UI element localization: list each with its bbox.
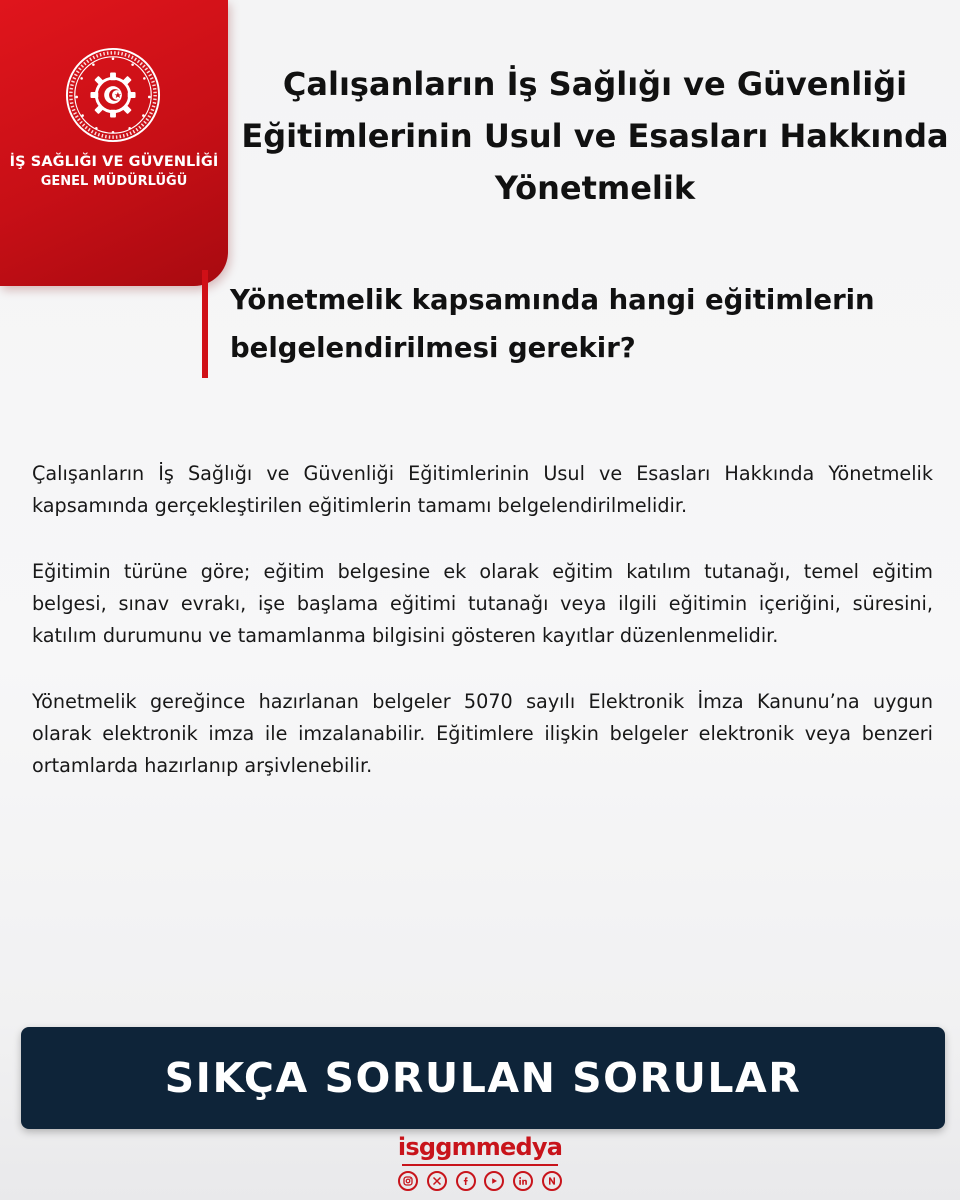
facebook-icon[interactable] (456, 1171, 476, 1191)
question-block (202, 270, 942, 378)
answer-paragraph-3: Yönetmelik gereğince hazırlanan belgeler 5070 sayılı Elektronik İmza Kanunu’na uygun olarak elektronik imza ile imzalanabilir. Eğitimlere ilişkin belgeler elektronik veya benzeri ortamlarda hazırlanıp arşivlenebilir. (32, 690, 933, 777)
faq-banner-text: SIKÇA SORULAN SORULAR (164, 1054, 802, 1102)
media-handle: isggmmedya (397, 1133, 563, 1161)
nsosyal-icon[interactable] (542, 1171, 562, 1191)
answer-paragraph-2: Eğitimin türüne göre; eğitim belgesine ek olarak eğitim katılım tutanağı, temel eğitim belgesi, sınav evrakı, işe başlama eğitimi tutanağı veya ilgili eğitimin içeriğini, süresini, katılım durumunu ve tamamlanma bilgisini gösteren kayıtlar düzenlenmelidir. (32, 560, 933, 647)
question-accent-bar (202, 270, 208, 378)
x-icon[interactable] (427, 1171, 447, 1191)
org-name-line2: GENEL MÜDÜRLÜĞÜ (40, 174, 188, 189)
social-icons (398, 1170, 562, 1192)
answer-body (32, 458, 933, 816)
faq-banner (21, 1027, 945, 1129)
youtube-icon[interactable] (484, 1171, 504, 1191)
linkedin-icon[interactable] (513, 1171, 533, 1191)
page-title: Çalışanların İş Sağlığı ve Güvenliği Eğitimlerinin Usul ve Esasları Hakkında Yönetmelik (241, 65, 949, 207)
organization-name (0, 152, 228, 192)
answer-paragraph-1: Çalışanların İş Sağlığı ve Güvenliği Eğitimlerinin Usul ve Esasları Hakkında Yönetmelik kapsamında gerçekleştirilen eğitimlerin tamamı belgelendirilmelidir. (32, 462, 933, 517)
org-name-line1: İŞ SAĞLIĞI VE GÜVENLİĞİ (9, 154, 219, 170)
brand-panel (0, 0, 228, 286)
instagram-icon[interactable] (398, 1171, 418, 1191)
media-divider (402, 1164, 558, 1166)
question-heading: Yönetmelik kapsamında hangi eğitimlerin belgelendirilmesi gerekir? (230, 284, 875, 364)
ministry-seal-icon (64, 46, 162, 144)
